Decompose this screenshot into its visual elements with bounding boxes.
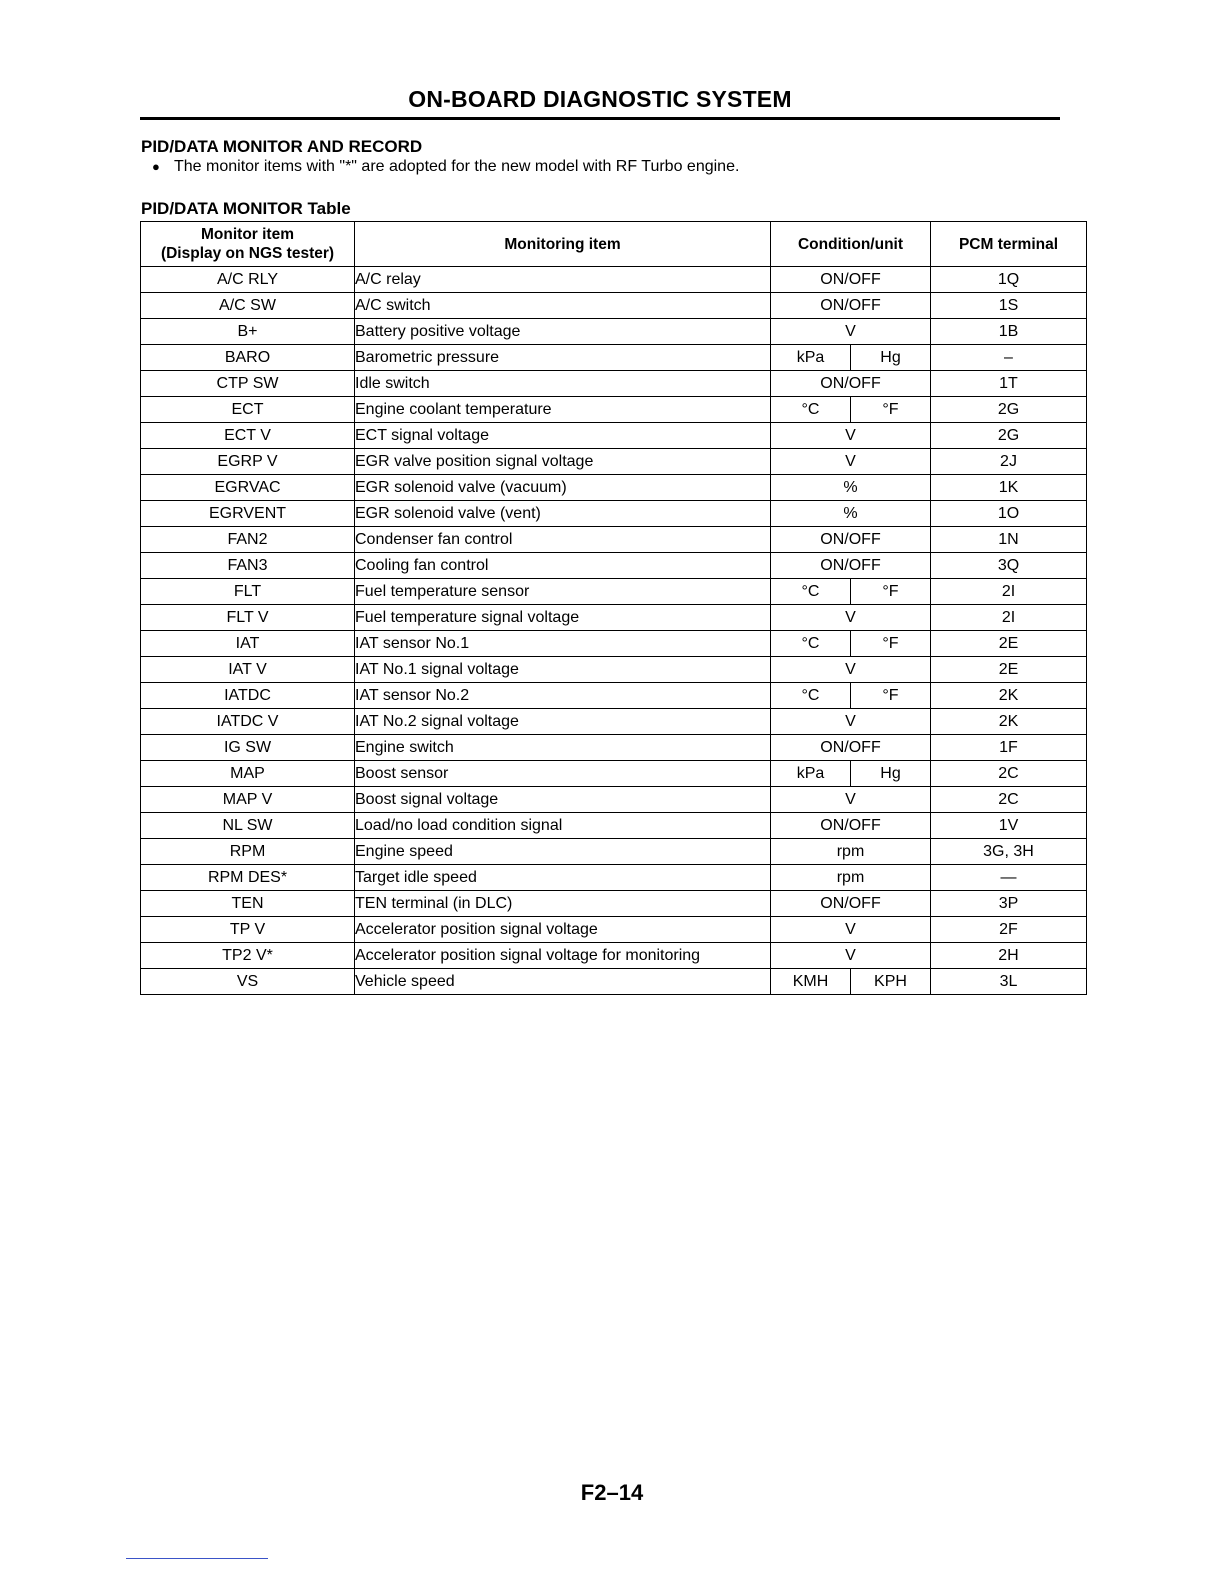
monitoring-item-cell: Boost signal voltage [355,787,771,813]
header-monitor-item [141,222,355,267]
header-monitoring-item: Monitoring item [355,222,771,267]
monitoring-item-cell: Engine coolant temperature [355,397,771,423]
condition-unit-cell [771,761,931,787]
table-row [141,475,1087,501]
monitoring-item-cell: Engine switch [355,735,771,761]
condition-unit-secondary: °F [882,582,899,600]
pcm-terminal-cell: 1Q [931,267,1087,293]
condition-unit-cell [771,345,931,371]
monitor-item-cell: FAN3 [141,553,355,579]
condition-unit-cell [771,631,931,657]
pcm-terminal-cell: 1N [931,527,1087,553]
monitoring-item-cell: A/C switch [355,293,771,319]
condition-unit-cell: V [771,709,931,735]
table-row [141,527,1087,553]
monitor-item-cell: CTP SW [141,371,355,397]
condition-unit-secondary: °F [882,686,899,704]
monitor-item-cell: EGRVENT [141,501,355,527]
pcm-terminal-cell: 2H [931,943,1087,969]
table-row [141,761,1087,787]
condition-unit-cell: ON/OFF [771,527,931,553]
condition-unit-secondary: KPH [874,972,907,990]
monitoring-item-cell: Target idle speed [355,865,771,891]
pcm-terminal-cell: 2C [931,787,1087,813]
condition-unit-cell: V [771,657,931,683]
monitoring-item-cell: Load/no load condition signal [355,813,771,839]
pcm-terminal-cell: 3G, 3H [931,839,1087,865]
table-row [141,865,1087,891]
table-row [141,293,1087,319]
monitoring-item-cell: EGR solenoid valve (vacuum) [355,475,771,501]
table-row [141,605,1087,631]
monitor-item-cell: TP2 V* [141,943,355,969]
table-row [141,735,1087,761]
table-row [141,423,1087,449]
table-row [141,501,1087,527]
condition-unit-primary: °C [771,683,851,708]
pcm-terminal-cell: 2F [931,917,1087,943]
monitor-item-cell: B+ [141,319,355,345]
monitoring-item-cell: Vehicle speed [355,969,771,995]
table-row [141,917,1087,943]
monitoring-item-cell: Fuel temperature sensor [355,579,771,605]
condition-unit-cell: ON/OFF [771,553,931,579]
section-heading: PID/DATA MONITOR AND RECORD [141,137,423,156]
footer-rule [126,1558,268,1559]
table-caption: PID/DATA MONITOR Table [141,199,351,218]
condition-unit-cell: ON/OFF [771,293,931,319]
condition-unit-primary: °C [771,579,851,604]
pcm-terminal-cell: 2C [931,761,1087,787]
table-row [141,709,1087,735]
pcm-terminal-cell: 2K [931,709,1087,735]
note [152,158,739,176]
monitoring-item-cell: Idle switch [355,371,771,397]
pcm-terminal-cell: 3L [931,969,1087,995]
monitor-item-cell: RPM DES* [141,865,355,891]
condition-unit-cell: rpm [771,865,931,891]
monitoring-item-cell: Accelerator position signal voltage [355,917,771,943]
monitor-item-cell: IAT [141,631,355,657]
pcm-terminal-cell: 2G [931,397,1087,423]
condition-unit-cell: V [771,917,931,943]
pcm-terminal-cell: 2I [931,605,1087,631]
table-row [141,969,1087,995]
pcm-terminal-cell: 2E [931,631,1087,657]
monitor-item-cell: FLT [141,579,355,605]
monitor-item-cell: NL SW [141,813,355,839]
condition-unit-cell: % [771,475,931,501]
condition-unit-cell: ON/OFF [771,267,931,293]
condition-unit-primary: °C [771,631,851,656]
monitoring-item-cell: EGR solenoid valve (vent) [355,501,771,527]
table-row [141,839,1087,865]
condition-unit-cell: % [771,501,931,527]
monitor-item-cell: RPM [141,839,355,865]
monitor-item-cell: ECT V [141,423,355,449]
condition-unit-primary: kPa [771,345,851,370]
condition-unit-cell: V [771,787,931,813]
header-monitor-item-line2: (Display on NGS tester) [160,245,335,262]
condition-unit-cell: rpm [771,839,931,865]
table-row [141,787,1087,813]
table-row [141,345,1087,371]
pcm-terminal-cell: 2G [931,423,1087,449]
condition-unit-cell: ON/OFF [771,371,931,397]
monitoring-item-cell: IAT sensor No.1 [355,631,771,657]
pcm-terminal-cell: 2E [931,657,1087,683]
condition-unit-secondary: Hg [880,764,901,782]
pcm-terminal-cell: – [931,345,1087,371]
pcm-terminal-cell: 1K [931,475,1087,501]
table-row [141,553,1087,579]
monitor-item-cell: IATDC V [141,709,355,735]
condition-unit-cell [771,969,931,995]
monitoring-item-cell: IAT No.1 signal voltage [355,657,771,683]
header-condition-unit: Condition/unit [771,222,931,267]
title-rule [140,117,1060,120]
pcm-terminal-cell: 1F [931,735,1087,761]
monitoring-item-cell: ECT signal voltage [355,423,771,449]
monitoring-item-cell: Accelerator position signal voltage for monitoring [355,943,771,969]
condition-unit-cell [771,683,931,709]
condition-unit-cell [771,397,931,423]
monitor-item-cell: MAP V [141,787,355,813]
condition-unit-cell: ON/OFF [771,735,931,761]
condition-unit-secondary: Hg [880,348,901,366]
condition-unit-cell: V [771,319,931,345]
condition-unit-cell: V [771,423,931,449]
pcm-terminal-cell: 2I [931,579,1087,605]
table-row [141,319,1087,345]
monitoring-item-cell: EGR valve position signal voltage [355,449,771,475]
table-row [141,267,1087,293]
condition-unit-cell: V [771,943,931,969]
pcm-terminal-cell: 1T [931,371,1087,397]
table-body [141,267,1087,995]
table-row [141,371,1087,397]
monitoring-item-cell: IAT sensor No.2 [355,683,771,709]
condition-unit-cell: ON/OFF [771,813,931,839]
monitor-item-cell: TP V [141,917,355,943]
condition-unit-cell: ON/OFF [771,891,931,917]
monitoring-item-cell: Boost sensor [355,761,771,787]
table-row [141,579,1087,605]
monitoring-item-cell: Battery positive voltage [355,319,771,345]
page-title: ON-BOARD DIAGNOSTIC SYSTEM [408,86,792,112]
monitor-item-cell: MAP [141,761,355,787]
header-monitor-item-line1: Monitor item [201,226,294,243]
monitoring-item-cell: TEN terminal (in DLC) [355,891,771,917]
condition-unit-cell [771,579,931,605]
pcm-terminal-cell: 1S [931,293,1087,319]
table-row [141,397,1087,423]
pcm-terminal-cell: 2K [931,683,1087,709]
monitoring-item-cell: IAT No.2 signal voltage [355,709,771,735]
monitor-item-cell: FAN2 [141,527,355,553]
condition-unit-cell: V [771,449,931,475]
monitoring-item-cell: Barometric pressure [355,345,771,371]
monitoring-item-cell: Cooling fan control [355,553,771,579]
table-row [141,657,1087,683]
header-pcm-terminal: PCM terminal [931,222,1087,267]
monitor-item-cell: EGRVAC [141,475,355,501]
monitor-item-cell: ECT [141,397,355,423]
monitor-item-cell: BARO [141,345,355,371]
monitor-item-cell: IATDC [141,683,355,709]
monitor-item-cell: A/C RLY [141,267,355,293]
monitor-item-cell: FLT V [141,605,355,631]
table-row [141,631,1087,657]
monitoring-item-cell: Engine speed [355,839,771,865]
monitor-item-cell: A/C SW [141,293,355,319]
table-row [141,813,1087,839]
table-row [141,449,1087,475]
pcm-terminal-cell: 1V [931,813,1087,839]
page-number: F2–14 [580,1480,644,1505]
condition-unit-primary: KMH [771,969,851,994]
monitor-item-cell: IAT V [141,657,355,683]
monitoring-item-cell: Fuel temperature signal voltage [355,605,771,631]
table-header-row [141,222,1087,267]
condition-unit-secondary: °F [882,634,899,652]
pid-monitor-table [140,221,1087,995]
pcm-terminal-cell: 2J [931,449,1087,475]
note-text: The monitor items with "*" are adopted for the new model with RF Turbo engine. [174,158,740,175]
monitoring-item-cell: A/C relay [355,267,771,293]
pcm-terminal-cell: 1B [931,319,1087,345]
pcm-terminal-cell: 3Q [931,553,1087,579]
condition-unit-cell: V [771,605,931,631]
monitor-item-cell: IG SW [141,735,355,761]
table-row [141,943,1087,969]
monitoring-item-cell: Condenser fan control [355,527,771,553]
condition-unit-secondary: °F [882,400,899,418]
monitor-item-cell: VS [141,969,355,995]
monitor-item-cell: TEN [141,891,355,917]
pcm-terminal-cell: — [931,865,1087,891]
condition-unit-primary: °C [771,397,851,422]
monitor-item-cell: EGRP V [141,449,355,475]
bullet-icon: ● [152,159,160,174]
table-row [141,683,1087,709]
table-row [141,891,1087,917]
pcm-terminal-cell: 1O [931,501,1087,527]
pcm-terminal-cell: 3P [931,891,1087,917]
condition-unit-primary: kPa [771,761,851,786]
